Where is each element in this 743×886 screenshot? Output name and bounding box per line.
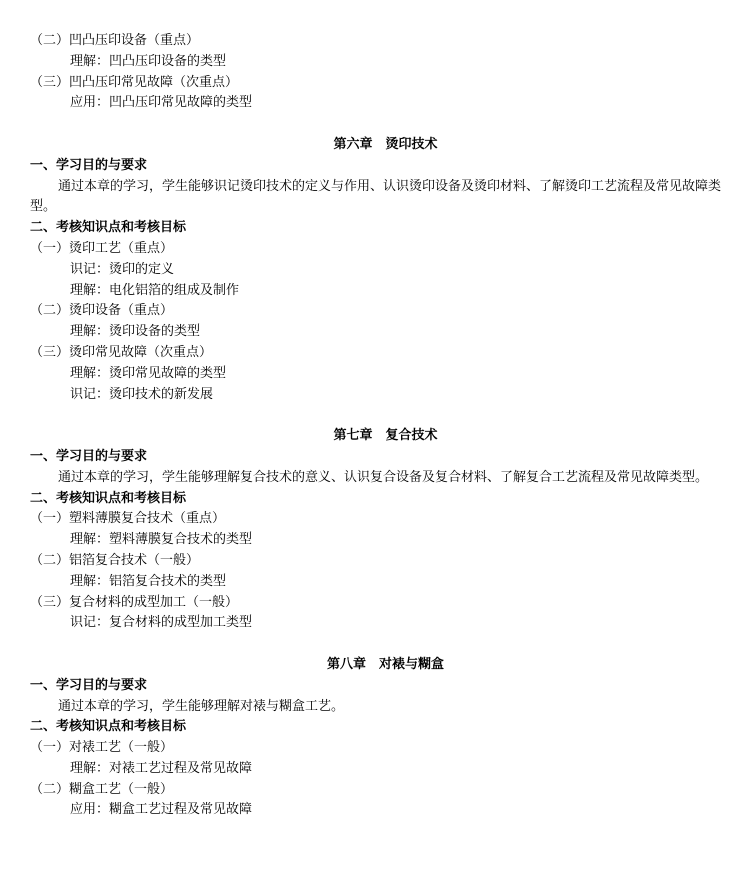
spacer	[0, 405, 743, 426]
section-heading-knowledge-points: 二、考核知识点和考核目标	[30, 719, 187, 735]
knowledge-point-detail: 理解：烫印设备的类型	[70, 324, 201, 340]
objective-paragraph: 通过本章的学习，学生能够理解复合技术的意义、认识复合设备及复合材料、了解复合工艺流程及常见故障类型。	[58, 469, 709, 485]
knowledge-point-item: （二）铝箔复合技术（一般）	[30, 552, 200, 568]
knowledge-point-item: （二）凹凸压印设备（重点）	[30, 33, 200, 48]
knowledge-point-item: （一）烫印工艺（重点）	[30, 240, 174, 256]
spacer	[0, 634, 743, 655]
section-heading-objectives: 一、学习目的与要求	[30, 448, 148, 464]
section-heading-objectives: 一、学习目的与要求	[30, 157, 148, 173]
chapter-title: 第六章 烫印技术	[333, 136, 438, 152]
knowledge-point-detail: 应用：糊盒工艺过程及常见故障	[70, 802, 253, 818]
knowledge-point-item: （三）复合材料的成型加工（一般）	[30, 594, 239, 610]
knowledge-point-detail: 识记：烫印技术的新发展	[70, 386, 214, 402]
knowledge-point-item: （三）烫印常见故障（次重点）	[30, 344, 213, 360]
chapter-title: 第八章 对裱与糊盒	[326, 656, 444, 672]
chapter-8	[0, 655, 743, 821]
knowledge-point-item: （一）塑料薄膜复合技术（重点）	[30, 511, 226, 527]
knowledge-point-detail: 识记：复合材料的成型加工类型	[70, 615, 253, 631]
knowledge-point-detail: 理解：塑料薄膜复合技术的类型	[70, 532, 253, 548]
previous-chapter-tail	[0, 31, 743, 114]
knowledge-point-detail: 理解：烫印常见故障的类型	[70, 365, 227, 381]
chapter-6	[0, 135, 743, 405]
knowledge-point-detail: 理解：铝箔复合技术的类型	[70, 573, 227, 589]
section-heading-objectives: 一、学习目的与要求	[30, 677, 148, 693]
section-heading-knowledge-points: 二、考核知识点和考核目标	[30, 490, 187, 506]
knowledge-point-detail: 识记：烫印的定义	[70, 261, 175, 277]
objective-paragraph: 通过本章的学习，学生能够识记烫印技术的定义与作用、认识烫印设备及烫印材料、了解烫印工艺流程及常见故障类型。	[30, 178, 722, 215]
knowledge-point-detail: 应用：凹凸压印常见故障的类型	[70, 95, 253, 111]
spacer	[0, 114, 743, 135]
knowledge-point-item: （一）对裱工艺（一般）	[30, 740, 174, 756]
chapter-title: 第七章 复合技术	[333, 428, 438, 444]
objective-paragraph: 通过本章的学习，学生能够理解对裱与糊盒工艺。	[58, 698, 345, 714]
knowledge-point-detail: 理解：电化铝箔的组成及制作	[70, 282, 240, 298]
chapter-7	[0, 426, 743, 634]
knowledge-point-item: （二）糊盒工艺（一般）	[30, 781, 174, 797]
knowledge-point-item: （三）凹凸压印常见故障（次重点）	[30, 74, 239, 90]
knowledge-point-detail: 理解：对裱工艺过程及常见故障	[70, 760, 253, 776]
knowledge-point-detail: 理解：凹凸压印设备的类型	[70, 53, 227, 69]
knowledge-point-item: （二）烫印设备（重点）	[30, 303, 174, 319]
section-heading-knowledge-points: 二、考核知识点和考核目标	[30, 220, 187, 236]
